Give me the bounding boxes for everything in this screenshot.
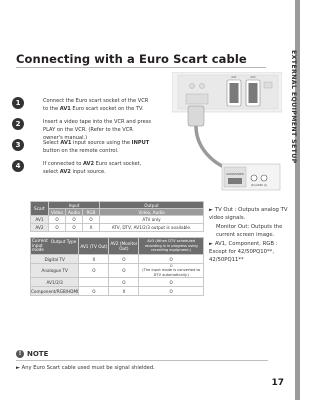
cell: O [49, 216, 66, 224]
table-row [31, 278, 204, 287]
th-av2: AV2 (Monitor Out) [109, 238, 139, 255]
step-number: 1 [12, 97, 24, 109]
corner-top: Output Type [50, 239, 77, 244]
cell: O [139, 278, 204, 287]
vcr-label: AUDIO/VIDEO [226, 173, 244, 176]
cell-value: O [169, 264, 173, 268]
corner-bottom: Current input mode [32, 238, 48, 253]
cell: O [83, 216, 100, 224]
step-number: 2 [12, 118, 24, 130]
bullet-icon: ► [209, 241, 213, 248]
scart-io-table [30, 201, 204, 232]
step-text: Select AV1 input source using the INPUT button on the remote control. [43, 140, 150, 155]
connection-illustration [172, 72, 282, 197]
note-item: Monitor Out: Outputs the current screen image. [216, 224, 283, 238]
cell: O [79, 287, 109, 296]
note-icon: ! [16, 350, 24, 358]
cell [139, 264, 204, 278]
table-row [31, 264, 204, 278]
row-label: AV2 [31, 224, 49, 232]
scart-plug [188, 106, 204, 126]
cell: O [109, 255, 139, 264]
note-heading: ! NOTE [16, 350, 268, 358]
table-row [31, 224, 204, 232]
step-text: Connect the Euro scart socket of the VCR to the AV1 Euro scart socket on the TV. [43, 98, 149, 113]
note-item: ► TV Out : Outputs analog TV video signals. [209, 207, 288, 221]
th-output: Output [100, 202, 204, 209]
output-notes [209, 207, 289, 264]
output-type-table [30, 237, 204, 296]
page-number: 17 [271, 378, 284, 388]
note-item: ► AV1, Component, RGB : Except for 42/50PQ10**, 42/50PQ11** [209, 241, 278, 263]
bullet-icon: ► [209, 207, 213, 213]
cell: O [49, 224, 66, 232]
cell [79, 278, 109, 287]
tv-scart-av1 [227, 80, 241, 106]
bullet-icon: ► [16, 365, 22, 371]
note-text: ► Any Euro Scart cable used must be signal shielded. [16, 365, 155, 371]
cell: O [79, 264, 109, 278]
th-rgb: RGB [83, 209, 100, 216]
note-box [16, 350, 268, 371]
row-label: AV1/2/3 [31, 278, 79, 287]
th-av1: AV1 (TV Out) [79, 238, 109, 255]
side-label: EXTERNAL EQUIPMENT SETUP [290, 50, 297, 164]
step-text: Insert a video tape into the VCR and press PLAY on the VCR. (Refer to the VCR owner's manual.) [43, 119, 152, 142]
th-corner [31, 238, 79, 255]
tv-label-av2: AV2 [250, 75, 256, 79]
th-audio: Audio [66, 209, 83, 216]
th-video: Video [49, 209, 66, 216]
cell: O [66, 224, 83, 232]
th-av3: AV3 (When DTV scheduled recording is in progress using recording equipment.) [139, 238, 204, 255]
th-input: Input [49, 202, 100, 209]
table-row [31, 287, 204, 296]
cell: ATV only [100, 216, 204, 224]
table-row [31, 216, 204, 224]
step-number: 3 [12, 139, 24, 151]
page-title: Connecting with a Euro Scart cable [16, 52, 247, 66]
cell: O [109, 278, 139, 287]
title-rule [16, 67, 266, 68]
step-number: 4 [12, 160, 24, 172]
tv-label-av1: AV1 [231, 75, 237, 79]
cell: O [139, 287, 204, 296]
row-label: AV1 [31, 216, 49, 224]
note-rule [16, 360, 268, 361]
table-row [31, 255, 204, 264]
row-label: Analogue TV [31, 264, 79, 278]
th-video-audio: Video, Audio [100, 209, 204, 216]
cell: O [109, 264, 139, 278]
vcr-audio-label: (R) AUDIO (L) [250, 184, 268, 187]
cell: O [139, 255, 204, 264]
cell: X [83, 224, 100, 232]
step-text: If connected to AV2 Euro scart socket, select AV2 input source. [43, 161, 142, 176]
cell: X [79, 255, 109, 264]
tv-scart-av2 [246, 80, 260, 106]
th-scart: Scart [31, 202, 49, 216]
row-label: Component/RGB/HDMI [31, 288, 79, 294]
cell: ATV, DTV, AV1/2/3 output is available. [100, 224, 204, 232]
row-label: Digital TV [31, 255, 79, 264]
cell: X [109, 287, 139, 296]
cell: O [66, 216, 83, 224]
cell-note: (The input mode is converted to DTV automatically.) [142, 268, 201, 277]
